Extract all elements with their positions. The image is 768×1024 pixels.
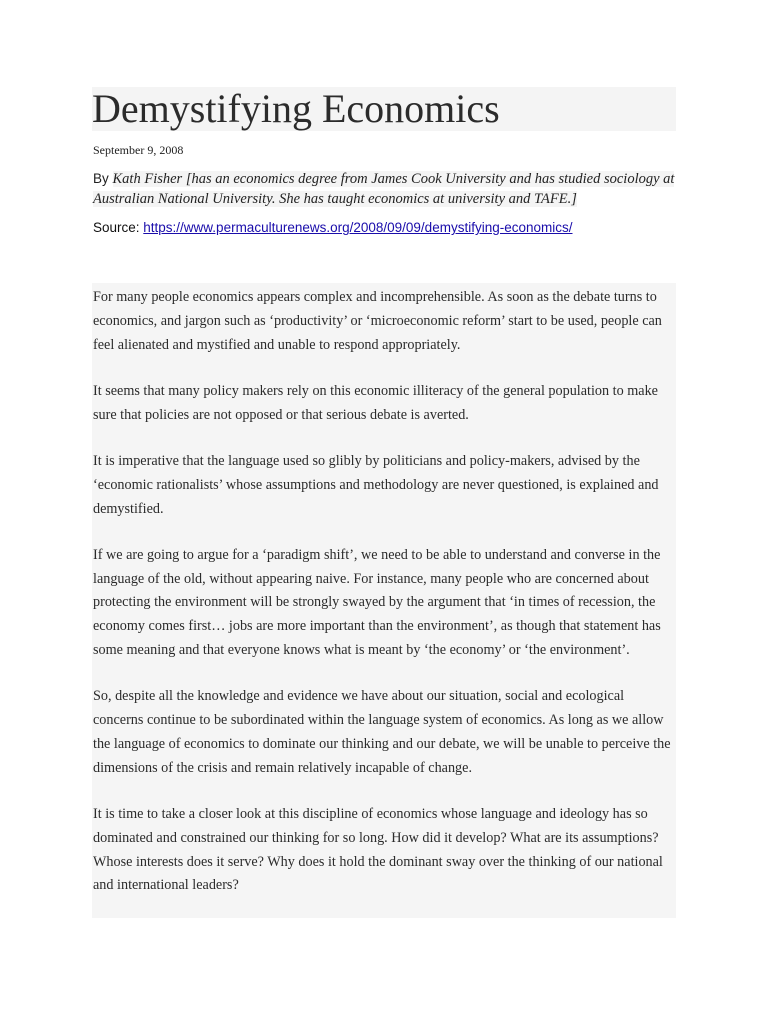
page-title: Demystifying Economics <box>92 87 676 131</box>
source-label: Source: <box>93 220 144 235</box>
paragraph: It seems that many policy makers rely on this economic illiteracy of the general population to make sure that policies are not opposed or that serious debate is averted. <box>93 382 658 423</box>
paragraph: So, despite all the knowledge and evidence we have about our situation, social and ecological concerns continue to be subordinated within the language system of economics. As long as we allow the language of economics to dominate our thinking and our debate, we will be unable to perceive the dimensions of the crisis and remain relatively incapable of change. <box>93 688 671 776</box>
paragraph: For many people economics appears complex and incomprehensible. As soon as the debate turns to economics, and jargon such as ‘productivity’ or ‘microeconomic reform’ start to be used, people can feel alienated and mystified and unable to respond appropriately. <box>93 289 662 353</box>
byline-prefix: By <box>93 171 113 186</box>
article-body <box>92 283 676 918</box>
paragraph: It is time to take a closer look at this discipline of economics whose language and ideology has so dominated and constrained our thinking for so long. How did it develop? What are its assumptions? Whose interests does it serve? Why does it hold the dominant sway over the thinking of our national and international leaders? <box>93 806 663 894</box>
paragraph: If we are going to argue for a ‘paradigm shift’, we need to be able to understand and converse in the language of the old, without appearing naive. For instance, many people who are concerned about protecting the environment will be strongly swayed by the argument that ‘in times of recession, the economy comes first… jobs are more important than the environment’, as though that statement has some meaning and that everyone knows what is meant by ‘the economy’ or ‘the environment’. <box>93 546 661 659</box>
byline <box>93 169 675 209</box>
publication-date: September 9, 2008 <box>93 143 184 157</box>
author-bio: Kath Fisher [has an economics degree from James Cook University and has studied sociology at Australian National University. She has taught economics at university and TAFE.] <box>93 171 675 207</box>
paragraph: It is imperative that the language used so glibly by politicians and policy-makers, advised by the ‘economic rationalists’ whose assumptions and methodology are never questioned, is explained and demystified. <box>93 452 659 517</box>
source-link[interactable]: https://www.permaculturenews.org/2008/09/09/demystifying-economics/ <box>143 220 573 235</box>
source-line <box>93 219 573 237</box>
